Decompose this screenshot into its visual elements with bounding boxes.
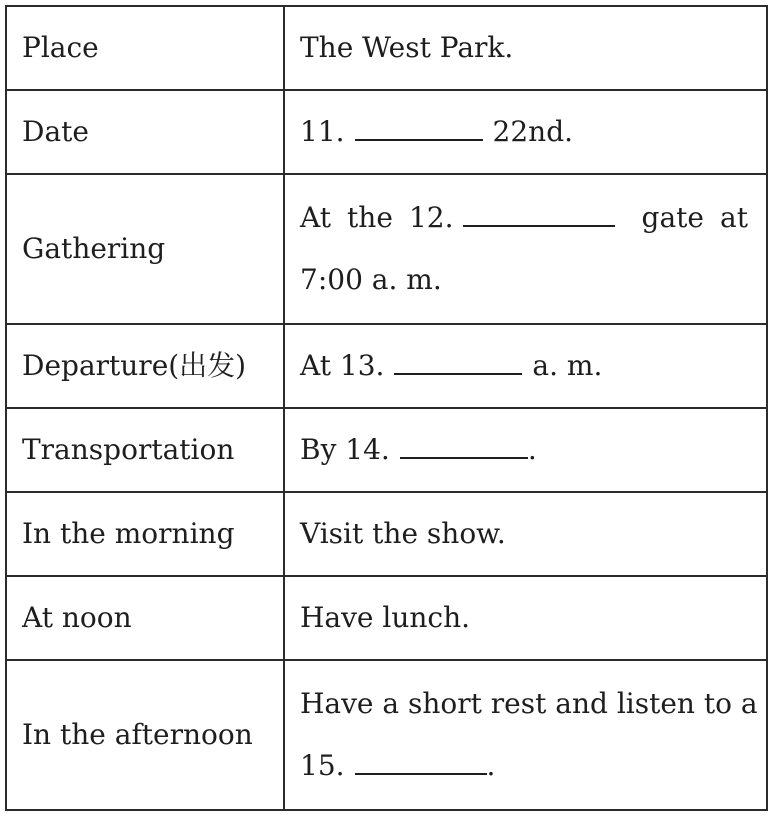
table-row — [6, 576, 767, 660]
row-value: Visit the show. — [284, 492, 767, 576]
row-value — [284, 174, 767, 324]
table-row — [6, 6, 767, 90]
row-label: Place — [6, 6, 284, 90]
value-text: . — [486, 749, 496, 782]
answer-blank[interactable] — [394, 372, 522, 375]
value-text: 22nd. — [492, 115, 574, 148]
row-label: In the morning — [6, 492, 284, 576]
row-value — [284, 90, 767, 174]
answer-blank[interactable] — [355, 772, 487, 775]
table-row — [6, 90, 767, 174]
answer-blank[interactable] — [463, 224, 615, 227]
question-number: 11. — [300, 115, 345, 148]
value-text: By 14. — [300, 433, 390, 466]
value-line: Have a short rest and listen to a — [300, 687, 758, 720]
row-value — [284, 408, 767, 492]
value-text: At — [300, 201, 331, 234]
table-row — [6, 660, 767, 810]
value-text: the — [347, 201, 393, 234]
row-label: Gathering — [6, 174, 284, 324]
value-text: at — [720, 201, 748, 234]
row-value — [284, 324, 767, 408]
question-number: 15. — [300, 749, 345, 782]
row-label: In the afternoon — [6, 660, 284, 810]
row-label: Departure(出发) — [6, 324, 284, 408]
value-line: 7:00 a. m. — [300, 263, 442, 296]
answer-blank[interactable] — [355, 138, 483, 141]
value-text: a. m. — [532, 349, 603, 382]
table-row — [6, 408, 767, 492]
value-text: . — [527, 433, 537, 466]
row-value: Have lunch. — [284, 576, 767, 660]
table-row — [6, 174, 767, 324]
row-label: At noon — [6, 576, 284, 660]
value-text: At 13. — [300, 349, 385, 382]
value-text: gate — [641, 201, 704, 234]
answer-blank[interactable] — [400, 456, 528, 459]
row-label: Transportation — [6, 408, 284, 492]
row-value — [284, 660, 767, 810]
row-label: Date — [6, 90, 284, 174]
table-row — [6, 492, 767, 576]
activity-plan-table — [5, 5, 768, 811]
value-line — [300, 735, 766, 797]
question-number: 12. — [408, 201, 454, 234]
row-value: The West Park. — [284, 6, 767, 90]
value-line — [300, 187, 766, 249]
table-row — [6, 324, 767, 408]
